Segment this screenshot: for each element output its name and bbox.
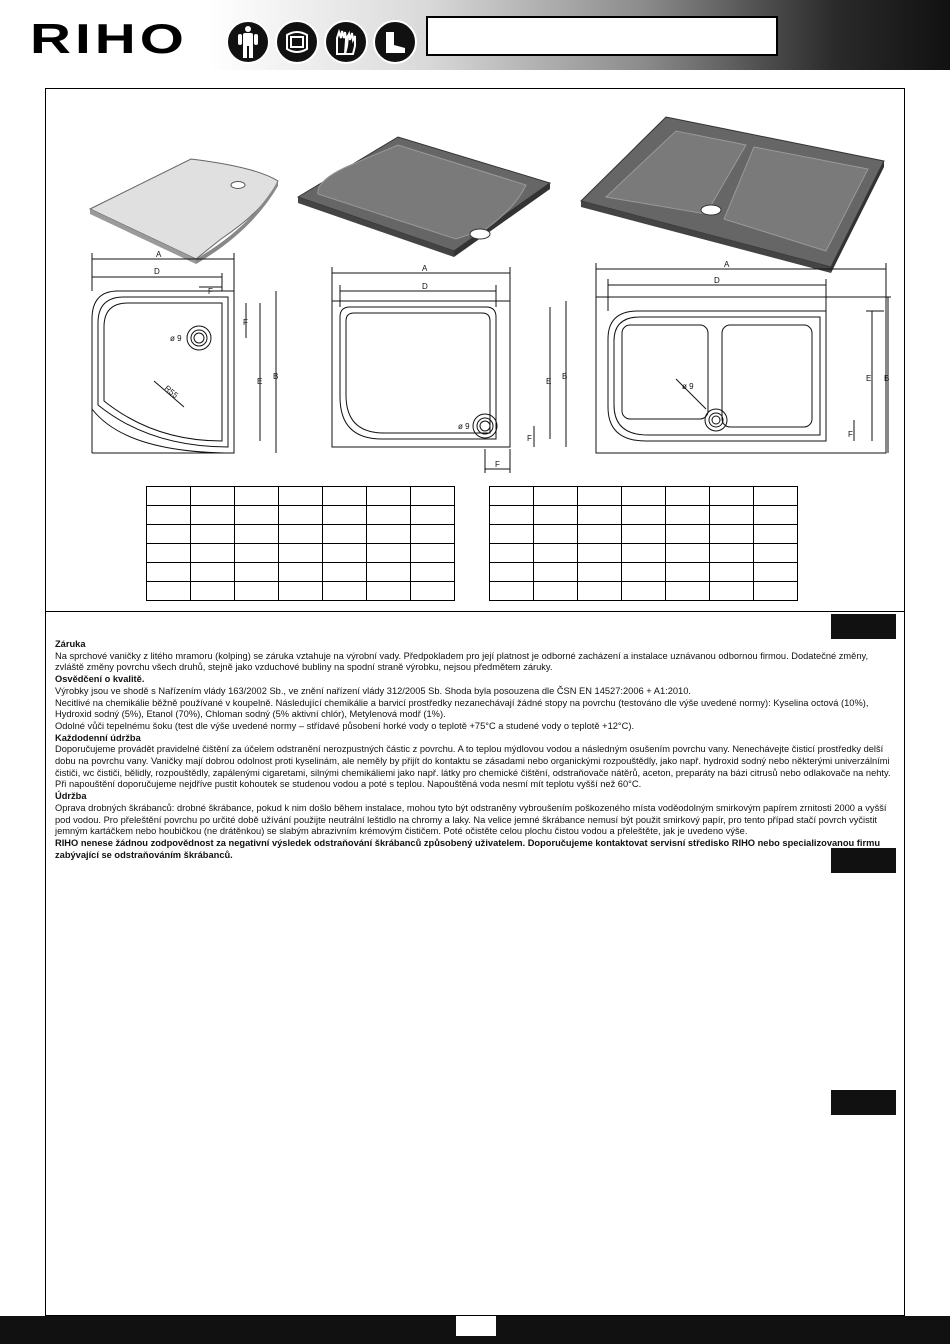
dim-label-e-3: E	[866, 374, 872, 383]
table-cell	[666, 525, 710, 544]
table-cell	[754, 544, 798, 563]
dim-label-f-3: F	[848, 430, 853, 439]
table-cell	[666, 506, 710, 525]
model-name-box	[426, 16, 778, 56]
table-cell	[490, 582, 534, 601]
table-cell	[191, 525, 235, 544]
table-cell	[191, 487, 235, 506]
table-cell	[578, 506, 622, 525]
table-cell	[323, 525, 367, 544]
protective-suit-icon	[226, 20, 270, 64]
table-cell	[710, 544, 754, 563]
table-cell	[666, 582, 710, 601]
large-tray-3d	[581, 117, 884, 273]
language-tab-1	[831, 614, 896, 639]
table-row	[490, 563, 798, 582]
table-row	[147, 544, 455, 563]
table-cell	[235, 544, 279, 563]
table-cell	[323, 563, 367, 582]
table-row	[490, 525, 798, 544]
table-row	[147, 487, 455, 506]
table-cell	[622, 544, 666, 563]
table-cell	[534, 487, 578, 506]
disclaimer-text: RIHO nenese žádnou zodpovědnost za negativní výsledek odstraňování škrábanců způsobený uživatelem. Doporučujeme kontaktovat servisní středisko RIHO nebo specializovanou firmu zabývající se odstraňováním škrábanců.	[55, 837, 881, 860]
table-cell	[710, 525, 754, 544]
dim-label-a: A	[156, 250, 162, 259]
table-cell	[578, 525, 622, 544]
dim-label-a-2: A	[422, 264, 428, 273]
table-cell	[323, 582, 367, 601]
table-cell	[367, 525, 411, 544]
table-cell	[411, 544, 455, 563]
dim-label-e-2: E	[546, 377, 552, 386]
table-cell	[622, 506, 666, 525]
dim-label-d-3: D	[714, 276, 720, 285]
table-cell	[235, 487, 279, 506]
quarter-tray-3d	[90, 159, 278, 264]
table-cell	[279, 544, 323, 563]
table-cell	[147, 506, 191, 525]
table-row	[147, 506, 455, 525]
table-cell	[235, 525, 279, 544]
care-instructions	[55, 639, 897, 861]
maintenance-title: Údržba	[55, 791, 87, 802]
table-cell	[754, 582, 798, 601]
table-cell	[323, 487, 367, 506]
table-row	[490, 582, 798, 601]
table-cell	[147, 563, 191, 582]
table-row	[147, 525, 455, 544]
daily-care-text-1: Doporučujeme provádět pravidelné čištění za účelem odstranění nerozpustných částic z povrchu. A to teplou mýdlovou vodou a následným osušením povrchu vany. Nenechávejte čisticí prostředky delší dobu na povrchu vany. Vaničky mají dobrou odolnost proti kyselinám, ale neměly by přijít do kontaktu se zásadami nebo organickými rozpouštědly, jako např. hydroxid sodný nebo některými univerzálními čističi, wc čističi, bělidly, rozpouštědly, zapálenými cigaretami, silnými chemikáliemi jako např. látky pro chemické čištění, odstraňovače nátěrů, aceton, preparáty na bázi citrusů nebo odlakovače na nehty.	[55, 744, 891, 778]
dim-label-b-2: B	[562, 372, 568, 381]
dim-label-a-3: A	[724, 260, 730, 269]
table-cell	[367, 582, 411, 601]
table-cell	[578, 487, 622, 506]
table-cell	[666, 487, 710, 506]
quality-text-3: Odolné vůči tepelnému šoku (test dle výše uvedené normy – střídavé působení horké vody o teplotě +75°C a studené vody o teplotě +12°C).	[55, 720, 635, 731]
section-divider	[45, 611, 905, 612]
table-cell	[490, 487, 534, 506]
table-cell	[235, 506, 279, 525]
page-number-box	[456, 1316, 496, 1336]
dim-label-f-2: F	[527, 434, 532, 443]
table-cell	[754, 506, 798, 525]
table-cell	[534, 563, 578, 582]
table-cell	[367, 506, 411, 525]
table-cell	[279, 582, 323, 601]
table-cell	[754, 563, 798, 582]
drain-diameter-label: ø 9	[170, 334, 182, 343]
table-cell	[534, 582, 578, 601]
table-cell	[622, 582, 666, 601]
table-cell	[710, 582, 754, 601]
table-cell	[666, 563, 710, 582]
quality-text-2: Necitlivé na chemikálie běžně používané v koupelně. Následující chemikálie a barvicí prostředky nezanechávají žádné stopy na povrchu (testováno dle výše uvedené normy): Kyselina octová (10%), Hydroxid sodný (5%), Etanol (70%), Chloman sodný (5% aktivní chlór), Metylenová modř (1%).	[55, 697, 869, 720]
table-cell	[754, 487, 798, 506]
table-cell	[622, 563, 666, 582]
quality-title: Osvědčení o kvalitě.	[55, 674, 145, 685]
table-cell	[279, 506, 323, 525]
table-cell	[235, 582, 279, 601]
table-cell	[191, 544, 235, 563]
table-cell	[411, 582, 455, 601]
table-row	[490, 544, 798, 563]
table-cell	[411, 487, 455, 506]
table-cell	[191, 563, 235, 582]
warranty-title: Záruka	[55, 639, 86, 649]
table-row	[147, 563, 455, 582]
safety-icons	[226, 20, 417, 64]
rectangular-tray-3d	[298, 137, 550, 257]
large-tray-plan	[596, 263, 891, 453]
daily-care-text-2: Při napouštění doporučujeme nejdříve pustit kohoutek se studenou vodou a poté s teplou. Napouštěná voda nesmí mít teplotu vyšší než 60°C.	[55, 779, 642, 790]
drain-diameter-label-2: ø 9	[458, 422, 470, 431]
dim-label-d: D	[154, 267, 160, 276]
table-cell	[323, 544, 367, 563]
table-cell	[279, 563, 323, 582]
dim-label-d-2: D	[422, 282, 428, 291]
table-cell	[754, 525, 798, 544]
table-row	[147, 582, 455, 601]
table-cell	[411, 506, 455, 525]
table-cell	[147, 582, 191, 601]
language-tab-3	[831, 1090, 896, 1115]
table-cell	[191, 582, 235, 601]
table-cell	[534, 506, 578, 525]
table-cell	[710, 506, 754, 525]
table-cell	[710, 487, 754, 506]
table-cell	[534, 525, 578, 544]
table-cell	[710, 563, 754, 582]
table-cell	[323, 506, 367, 525]
table-cell	[622, 525, 666, 544]
table-row	[490, 487, 798, 506]
riho-logo: RIHO	[30, 15, 188, 62]
dim-label-b-3: B	[884, 374, 890, 383]
table-cell	[534, 544, 578, 563]
table-cell	[411, 563, 455, 582]
table-cell	[147, 525, 191, 544]
table-cell	[147, 487, 191, 506]
table-cell	[666, 544, 710, 563]
table-cell	[147, 544, 191, 563]
table-cell	[578, 563, 622, 582]
dimension-table-right	[489, 486, 798, 601]
quarter-tray-plan	[92, 253, 279, 453]
table-cell	[490, 563, 534, 582]
dim-label-f: F	[208, 287, 213, 296]
warranty-text: Na sprchové vaničky z litého mramoru (kolping) se záruka vztahuje na výrobní vady. Předpokladem pro její platnost je odborné zacházení a instalace uznávanou odbornou firmou. Dodatečné změny, zvláště změny povrchu všech druhů, stejně jako vzduchové bubliny na spodní straně výrobku, nejsou předmětem záruky.	[55, 650, 869, 673]
daily-care-title: Každodenní údržba	[55, 732, 141, 743]
table-row	[490, 506, 798, 525]
table-cell	[622, 487, 666, 506]
dim-label-f-2h: F	[495, 460, 500, 469]
table-cell	[367, 487, 411, 506]
quality-text-1: Výrobky jsou ve shodě s Nařízením vlády 163/2002 Sb., ve znění nařízení vlády 312/2005 Sb. Shoda byla posouzena dle ČSN EN 14527:2006 + A1:2010.	[55, 685, 691, 696]
gloves-icon	[324, 20, 368, 64]
dim-label-e: E	[257, 377, 263, 386]
table-cell	[490, 544, 534, 563]
table-cell	[279, 487, 323, 506]
table-cell	[235, 563, 279, 582]
header-band	[0, 0, 950, 70]
table-cell	[367, 563, 411, 582]
table-cell	[191, 506, 235, 525]
table-cell	[411, 525, 455, 544]
dimension-table-left	[146, 486, 455, 601]
table-cell	[578, 544, 622, 563]
maintenance-text: Oprava drobných škrábanců: drobné škrábance, pokud k nim došlo během instalace, mohou tyto být odstraněny vybroušením poškozeného místa voděodolným smirkovým papírem zrnitosti 2000 a vyšší pod vodou. Pro přeleštění povrchu po určité době užívání použijte neutrální leštidlo na chromy a laky. Na velice jemné škrábance nemusí být použit smirkový papír, pro tento případ stačí povrch vyčistit jemným kartáčkem nebo houbičkou (ne drátěnkou) se slabým abrazivním krémovým čističem. Poté očistěte celou plochu čistou vodou a přeleštěte, jak je uvedeno výše.	[55, 802, 887, 837]
boots-icon	[373, 20, 417, 64]
face-shield-icon	[275, 20, 319, 64]
radius-label: R55	[162, 383, 180, 400]
table-cell	[367, 544, 411, 563]
dim-label-b: B	[273, 372, 279, 381]
table-cell	[578, 582, 622, 601]
table-cell	[279, 525, 323, 544]
table-cell	[490, 506, 534, 525]
dim-label-f-vertical: F	[243, 318, 248, 327]
drain-diameter-label-3: ø 9	[682, 382, 694, 391]
table-cell	[490, 525, 534, 544]
